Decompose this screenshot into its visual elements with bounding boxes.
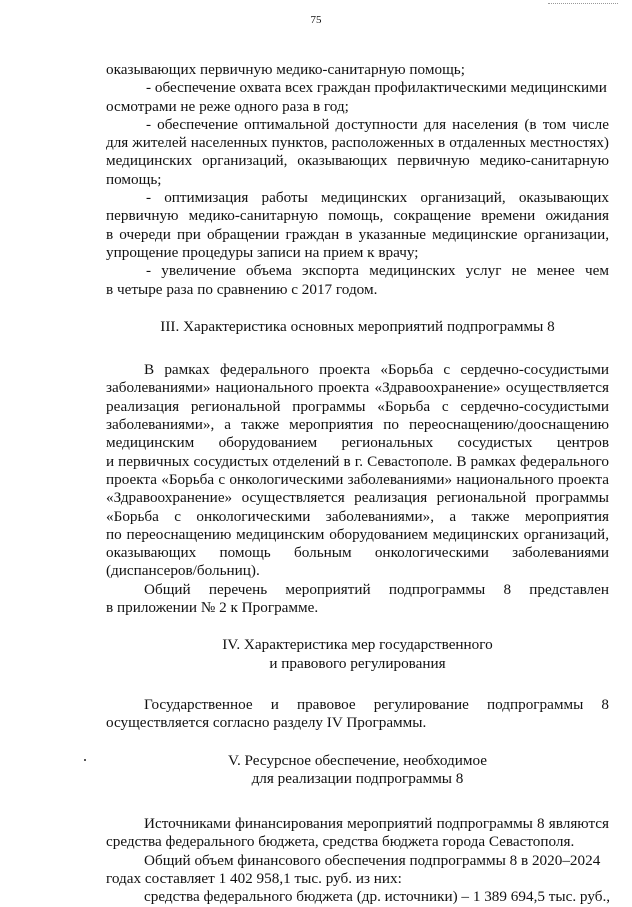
text-line: в приложении № 2 к Программе. bbox=[106, 599, 319, 617]
text-line: осуществляется согласно разделу IV Программы. bbox=[106, 714, 427, 732]
page-number: 75 bbox=[310, 14, 322, 26]
text-line: «Борьба с онкологическими заболеваниями», а также мероприятия bbox=[106, 507, 609, 525]
paragraph-gap bbox=[106, 299, 609, 318]
section-heading-line: IV. Характеристика мер государственного bbox=[222, 636, 493, 654]
text-line: годах составляет 1 402 958,1 тыс. руб. из них: bbox=[106, 869, 402, 887]
scan-artifact bbox=[548, 3, 618, 7]
text-line: - обеспечение охвата всех граждан профилактическими медицинскими bbox=[146, 79, 607, 97]
text-line: проекта «Борьба с онкологическими заболеваниями» национального проекта bbox=[106, 470, 609, 488]
paragraph-gap bbox=[106, 788, 609, 815]
text-line: - увеличение объема экспорта медицинских услуг не менее чем bbox=[146, 262, 609, 280]
text-line: В рамках федерального проекта «Борьба с сердечно-сосудистыми bbox=[144, 361, 609, 379]
text-line: реализация региональной программы «Борьба с сердечно-сосудистыми bbox=[106, 397, 609, 415]
text-line: по переоснащению медицинским оборудованием медицинских организаций, bbox=[106, 525, 609, 543]
text-line: осмотрами не реже одного раза в год; bbox=[106, 97, 349, 115]
text-line: помощь; bbox=[106, 170, 162, 188]
section-heading-line: V. Ресурсное обеспечение, необходимое bbox=[227, 751, 488, 769]
text-line: для жителей населенных пунктов, расположенных в отдаленных местностях) bbox=[106, 134, 609, 152]
text-line: заболеваниями», а также мероприятия по переоснащению/дооснащению bbox=[106, 416, 609, 434]
text-line: в четыре раза по сравнению с 2017 годом. bbox=[106, 280, 378, 298]
paragraph-gap bbox=[106, 336, 609, 361]
text-line: заболеваниями» национального проекта «Здравоохранение» осуществляется bbox=[106, 379, 609, 397]
text-line: - оптимизация работы медицинских организаций, оказывающих bbox=[146, 189, 609, 207]
text-line: оказывающих первичную медико-санитарную помощь; bbox=[106, 61, 465, 78]
scan-mark bbox=[84, 759, 86, 761]
text-line: в очереди при обращении граждан в указанные медицинские организации, bbox=[106, 225, 609, 243]
paragraph-gap bbox=[106, 733, 609, 752]
paragraph-gap bbox=[106, 673, 609, 696]
text-line: оказывающих помощь больным онкологическими заболеваниями bbox=[106, 544, 609, 562]
text-line: медицинским оборудованием региональных сосудистых центров bbox=[106, 434, 609, 452]
text-line: и первичных сосудистых отделений в г. Севастополе. В рамках федерального bbox=[106, 452, 609, 470]
document-body bbox=[106, 61, 609, 907]
text-line: Общий объем финансового обеспечения подпрограммы 8 в 2020–2024 bbox=[144, 851, 601, 869]
section-heading-line: III. Характеристика основных мероприятий подпрограммы 8 bbox=[160, 317, 555, 335]
text-line: упрощение процедуры записи на прием к врачу; bbox=[106, 243, 419, 261]
text-line: Общий перечень мероприятий подпрограммы 8 представлен bbox=[144, 580, 609, 598]
section-heading-line: и правового регулирования bbox=[269, 654, 446, 672]
text-line: первичную медико-санитарную помощь, сокращение времени ожидания bbox=[106, 207, 609, 225]
text-line: «Здравоохранение» осуществляется реализация региональной программы bbox=[106, 489, 609, 507]
text-line: средства федерального бюджета (др. источники) – 1 389 694,5 тыс. руб., bbox=[144, 888, 611, 906]
text-line: медицинских организаций, оказывающих первичную медико-санитарную bbox=[106, 152, 609, 170]
paragraph-gap bbox=[106, 617, 609, 636]
text-line: (диспансеров/больниц). bbox=[106, 562, 260, 580]
section-heading-line: для реализации подпрограммы 8 bbox=[251, 769, 464, 787]
text-line: средства федерального бюджета, средства бюджета города Севастополя. bbox=[106, 833, 575, 851]
text-line: Источниками финансирования мероприятий подпрограммы 8 являются bbox=[144, 815, 609, 833]
text-line: Государственное и правовое регулирование подпрограммы 8 bbox=[144, 695, 609, 713]
text-line: - обеспечение оптимальной доступности для населения (в том числе bbox=[146, 115, 609, 133]
